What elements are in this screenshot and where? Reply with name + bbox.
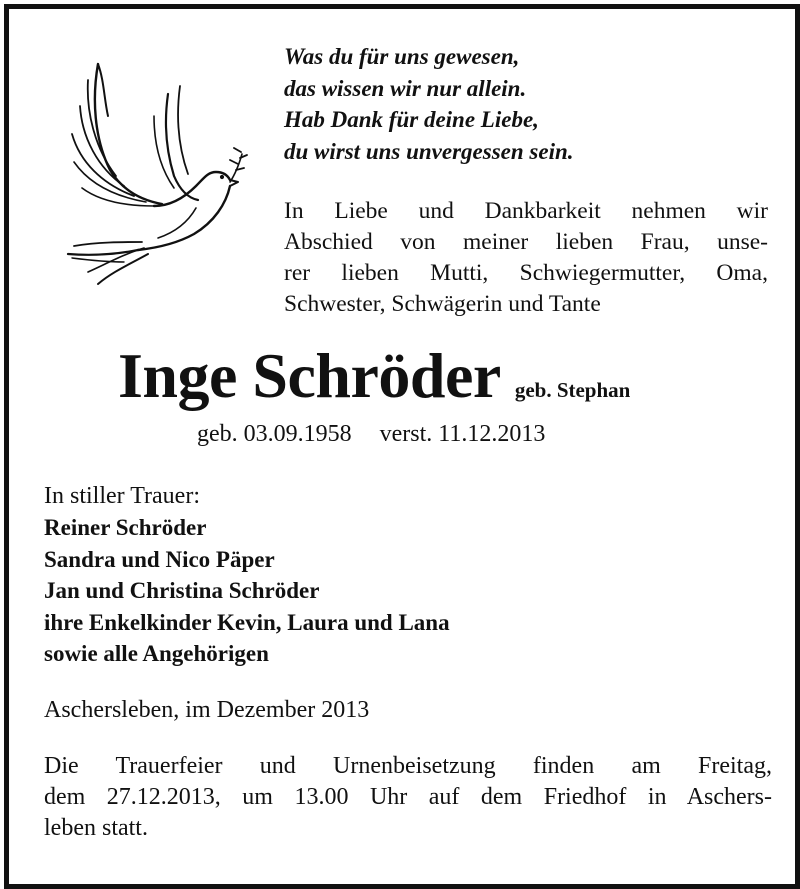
farewell-line: In Liebe und Dankbarkeit nehmen wir: [284, 198, 768, 224]
poem-line: du wirst uns unvergessen sein.: [284, 138, 574, 164]
farewell-line: rer lieben Mutti, Schwiegermutter, Oma,: [284, 260, 768, 286]
mourning-label: In stiller Trauer:: [44, 483, 200, 509]
service-line: leben statt.: [44, 815, 148, 841]
funeral-service-info: [44, 751, 772, 844]
deceased-name-block: [118, 336, 630, 430]
farewell-line: Schwester, Schwägerin und Tante: [284, 291, 601, 317]
farewell-line: Abschied von meiner lieben Frau, unse-: [284, 229, 768, 255]
place-date: Aschersleben, im Dezember 2013: [44, 697, 370, 723]
mourner-name: Reiner Schröder: [44, 515, 207, 540]
mourner-name: sowie alle Angehörigen: [44, 641, 269, 666]
poem-line: Was du für uns gewesen,: [284, 44, 520, 69]
farewell-text: [284, 196, 768, 320]
mourner-name: Jan und Christina Schröder: [44, 578, 320, 603]
poem-line: das wissen wir nur allein.: [284, 75, 527, 101]
maiden-name: geb. Stephan: [514, 378, 631, 402]
mourner-name: ihre Enkelkinder Kevin, Laura und Lana: [44, 609, 450, 635]
poem-line: Hab Dank für deine Liebe,: [284, 107, 539, 132]
service-line: dem 27.12.2013, um 13.00 Uhr auf dem Friedhof in Aschers-: [44, 784, 772, 810]
death-date: verst. 11.12.2013: [379, 421, 546, 447]
mourner-name: Sandra und Nico Päper: [44, 546, 275, 572]
deceased-name: Inge Schröder: [118, 340, 501, 411]
memorial-poem: [284, 41, 574, 167]
birth-date: geb. 03.09.1958: [197, 421, 352, 447]
life-dates: [197, 418, 545, 450]
service-line: Die Trauerfeier und Urnenbeisetzung finden am Freitag,: [44, 753, 772, 779]
mourners-list: [44, 512, 450, 670]
dove-icon: [58, 58, 248, 294]
